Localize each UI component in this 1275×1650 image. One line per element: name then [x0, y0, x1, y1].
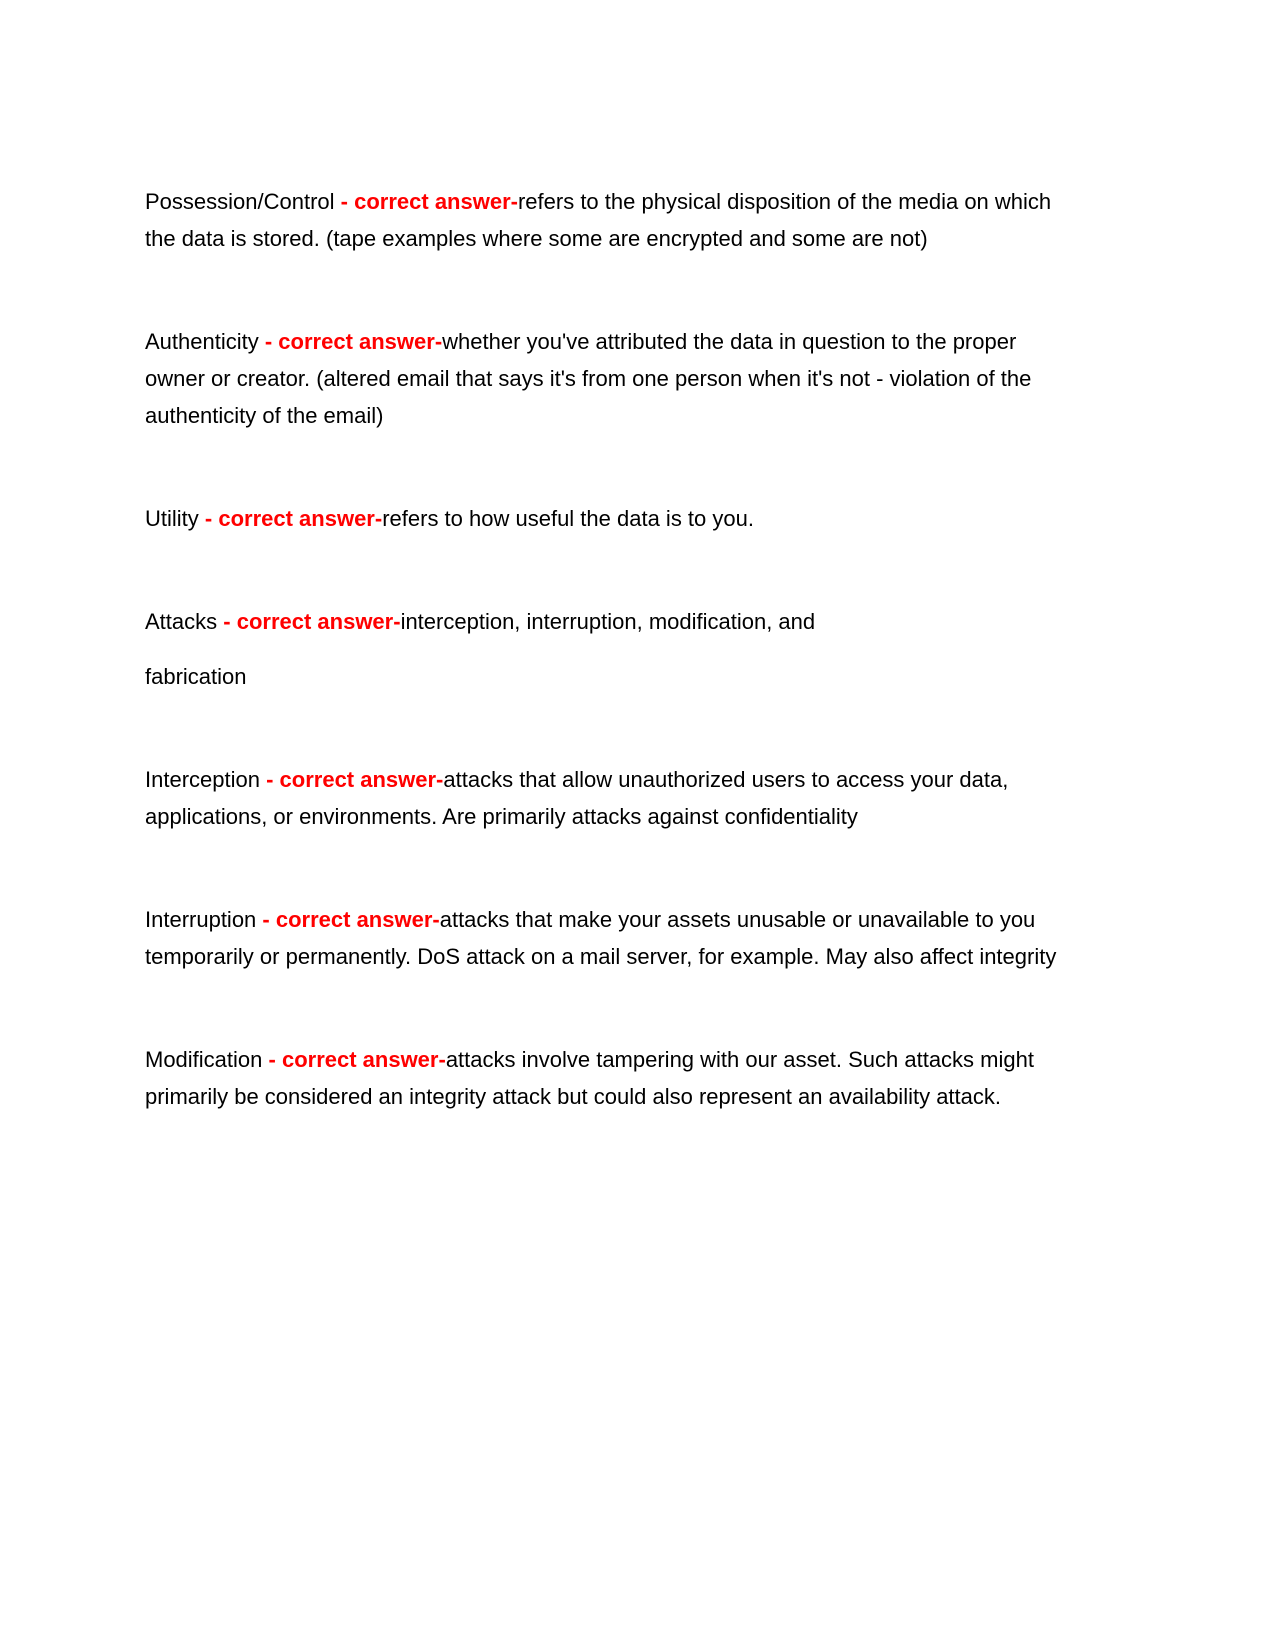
- term-text: Possession/Control: [145, 189, 335, 214]
- definition-entry-utility: [145, 500, 1075, 537]
- definition-text: refers to how useful the data is to you.: [382, 506, 754, 531]
- term-text: Interruption: [145, 907, 257, 932]
- definition-entry-authenticity: [145, 323, 1075, 434]
- definition-text: attacks involve tampering with our asset. Such attacks might primarily be considered an integrity attack but could also represent an availability attack.: [145, 1047, 1034, 1109]
- definition-entry-interception: [145, 761, 1075, 835]
- term-text: Interception: [145, 767, 260, 792]
- correct-answer-marker: - correct answer-: [340, 189, 518, 214]
- term-text: Attacks: [145, 609, 218, 634]
- correct-answer-marker: - correct answer-: [262, 907, 440, 932]
- definition-text: whether you've attributed the data in question to the proper owner or creator. (altered email that says it's from one person when it's not - violation of the authenticity of the email): [145, 329, 1032, 428]
- term-text: Authenticity: [145, 329, 259, 354]
- definition-entry-attacks-continued: fabrication: [145, 664, 247, 689]
- term-text: Utility: [145, 506, 199, 531]
- definition-entry-interruption: [145, 901, 1075, 975]
- definition-text: interception, interruption, modification, and: [400, 609, 816, 634]
- correct-answer-marker: - correct answer-: [204, 506, 383, 531]
- definition-text: attacks that allow unauthorized users to access your data, applications, or environments. Are primarily attacks against confidentiality: [145, 767, 1009, 829]
- term-text: Modification: [145, 1047, 263, 1072]
- correct-answer-marker: - correct answer-: [264, 329, 443, 354]
- correct-answer-marker: - correct answer-: [266, 767, 444, 792]
- definition-text: attacks that make your assets unusable or unavailable to you temporarily or permanently. DoS attack on a mail server, for example. May also affect integrity: [145, 907, 1057, 969]
- definition-entry-modification: [145, 1041, 1075, 1115]
- correct-answer-marker: - correct answer-: [268, 1047, 446, 1072]
- definition-entry-attacks: [145, 603, 1075, 640]
- definition-text: refers to the physical disposition of the media on which the data is stored. (tape examples where some are encrypted and some are not): [145, 189, 1052, 251]
- correct-answer-marker: - correct answer-: [223, 609, 401, 634]
- definition-entry-possession-control: [145, 183, 1075, 257]
